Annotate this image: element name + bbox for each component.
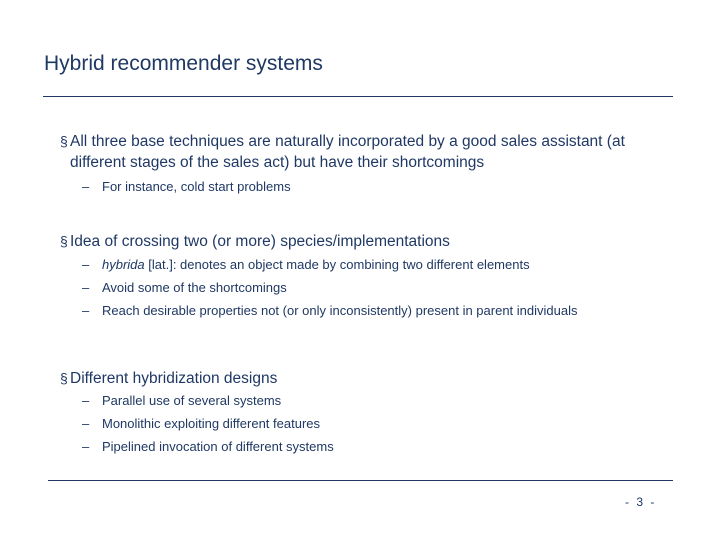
bullet-3-line-1: Different hybridization designs [70,370,278,387]
bullet-1-line-1: All three base techniques are naturally incorporated by a good sales assistant (at [70,133,625,150]
bullet-2-sub-1-rest: [lat.]: denotes an object made by combining two different elements [144,257,530,272]
sub-bullet-dash: – [82,280,90,295]
sub-bullet-dash: – [82,257,90,272]
sub-bullet-dash: – [82,416,90,431]
bullet-3-sub-2: Monolithic exploiting different features [102,416,320,431]
bullet-3-sub-1: Parallel use of several systems [102,393,282,408]
bullet-1-sub-1: For instance, cold start problems [102,179,291,194]
sub-bullet-dash: – [82,439,90,454]
bullet-2-sub-1 [102,256,530,274]
footer-divider [48,480,673,481]
bullet-2-sub-3: Reach desirable properties not (or only inconsistently) present in parent individuals [102,303,578,318]
sub-bullet-dash: – [82,393,90,408]
bullet-1-line-2: different stages of the sales act) but have their shortcomings [70,154,485,171]
bullet-marker: § [60,133,68,149]
page-number: - 3 - [625,495,657,509]
bullet-marker: § [60,233,68,249]
title-divider [43,96,673,97]
sub-bullet-dash: – [82,179,90,194]
sub-bullet-dash: – [82,303,90,318]
bullet-marker: § [60,370,68,386]
bullet-2-sub-1-term: hybrida [102,257,145,272]
bullet-2-line-1: Idea of crossing two (or more) species/implementations [70,233,450,250]
slide-title: Hybrid recommender systems [44,52,323,75]
bullet-2-sub-2: Avoid some of the shortcomings [102,280,287,295]
bullet-3-sub-3: Pipelined invocation of different systems [102,439,334,454]
